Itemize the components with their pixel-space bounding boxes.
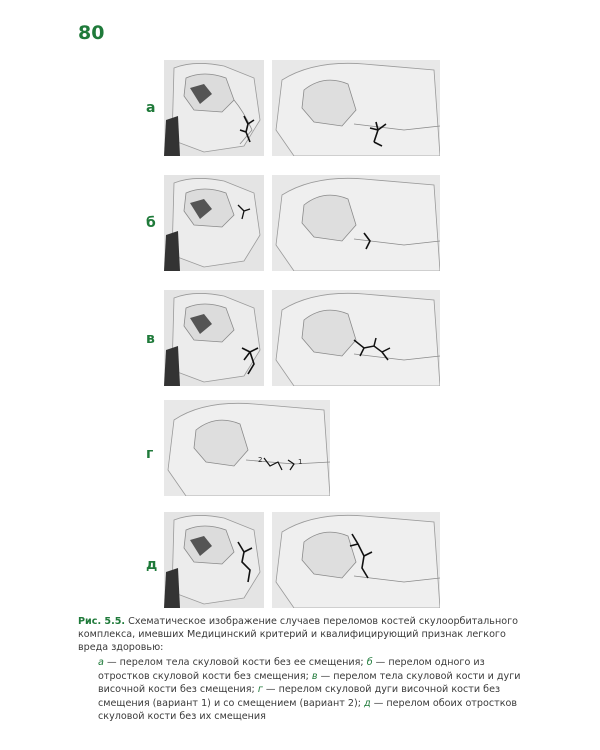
- figure-caption-text: Схематическое изображение случаев переломов костей скулоорбитального комплекса, имевших Медицинский критерий и квалифицирующий признак легкого вреда здоровью:: [78, 616, 519, 653]
- skull-diagram-b: [164, 175, 440, 271]
- page-number: 80: [78, 22, 105, 44]
- skull-illustration-g: [164, 400, 330, 496]
- skull-diagram-v: [164, 290, 440, 386]
- legend-text-d: — перелом обоих отростков скуловой кости без их смещения: [98, 697, 518, 722]
- legend-letter-g: г: [257, 684, 263, 695]
- skull-illustration-d: [164, 512, 440, 608]
- lateral-skull-outline: [168, 403, 330, 496]
- skull-diagram-g: [164, 400, 330, 496]
- legend-letter-a: а: [98, 657, 104, 668]
- lateral-skull-outline: [276, 63, 440, 156]
- panel-label-b: б: [146, 215, 156, 231]
- nasal-cavity-shadow: [164, 231, 180, 271]
- skull-illustration-b: [164, 175, 440, 271]
- skull-illustration-v: [164, 290, 440, 386]
- legend-letter-b: б: [366, 657, 373, 668]
- legend-text-g: — перелом скуловой дуги височной кости без смещения (вариант 1) и со смещением (вариант 2);: [98, 684, 501, 709]
- figure-label: Рис. 5.5.: [78, 616, 126, 627]
- panel-label-d: д: [146, 557, 158, 573]
- nasal-cavity-shadow: [164, 346, 180, 386]
- lateral-skull-outline: [276, 178, 440, 271]
- legend-letter-d: д: [364, 697, 371, 709]
- marker-1: 1: [298, 458, 303, 466]
- skull-diagram-d: [164, 512, 440, 608]
- figure-legend: [98, 656, 528, 724]
- marker-2: 2: [258, 456, 263, 464]
- nasal-cavity-shadow: [164, 116, 180, 156]
- legend-text-b: — перелом одного из отростков скуловой кости без смещения;: [98, 657, 485, 682]
- panel-label-v: в: [146, 331, 155, 347]
- lateral-skull-outline: [276, 293, 440, 386]
- figure-caption: [78, 615, 518, 654]
- panel-label-g: г: [146, 446, 154, 462]
- lateral-skull-outline: [276, 515, 440, 608]
- legend-text-a: — перелом тела скуловой кости без ее смещения;: [103, 657, 367, 668]
- skull-illustration-a: [164, 60, 440, 156]
- legend-letter-v: в: [311, 670, 318, 682]
- skull-diagram-a: [164, 60, 440, 156]
- nasal-cavity-shadow: [164, 568, 180, 608]
- panel-label-a: а: [146, 100, 156, 116]
- legend-text-v: — перелом тела скуловой кости и дуги височной кости без смещения;: [98, 670, 521, 695]
